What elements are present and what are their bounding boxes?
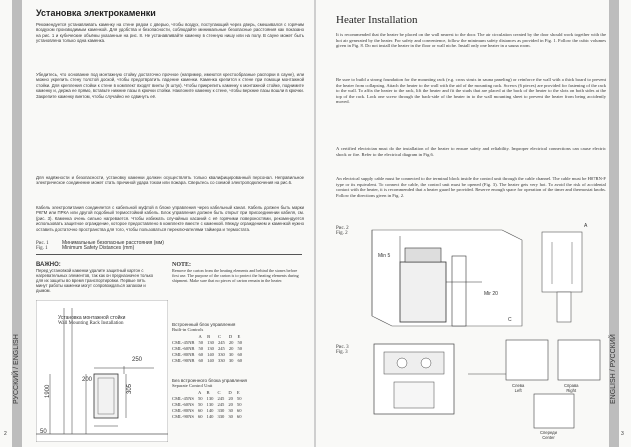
right-side-tab: ENGLISH / РУССКИЙ [609,0,619,447]
dim-height: 1900 [45,384,51,398]
left-paragraph-4: Кабель электропитания соединяется с кабельной муфтой в блоке управления через кабельный канал. Кабель должен быть марки РКГМ или ПРКА или другой подобный термостойкий кабель. Блок управления должен быть открыт при присоединении кабеля, см. (рис. 3). Каменка очень сильно нагревается. Чтобы избежать случайных касаний с её горячими поверхностями, рекомендуется использовать защитное ограждение, которое предоставлено в комплекте вместе с каменкой. Между ограждением и каменкой нужно оставить достаточно пространства для того, чтобы пользоваться переключателями таймера и термостата. [36,205,304,232]
table-row: CML-90NB 60 140 330 30 60 [172,357,243,363]
right-paragraph-3: A certified electrician must do the installation of the heater to ensure safety and reliability. Improper electrical connections can cause electric shock or fire. Refer to the electrical diagram in Fig.6. [336,146,606,157]
divider [36,254,302,255]
important-note-en: NOTE: Remove the carton from the heating elements and behind the stones before first use. The purpose of the carton is to protect the heating elements during shipment. Make sure that no pieces of carton remain in the heater. [172,262,299,283]
min-20-label: Mir 20 [484,291,498,297]
min-5-label: Min 5 [378,253,391,259]
left-page [0,0,315,447]
right-paragraph-2: Be sure to build a strong foundation for the mounting rack (e.g. cross struts in sauna paneling) or reinforce the wall with a thick board to prevent the heater from collapsing. Attach the heater to the wall with the aid of the mounting rack. Screws (6 pieces) are provided for fastening of the rack to the wall. To affix the heater to the rack, lift the heater and fit the studs that are placed at the back of the heater to the slots on both sides at the top of the rack. Lock one screw through the back-side of the heater in to the wall mounting sheet to prevent the heater from being accidently moved. [336,77,606,105]
table-header-row: A B C D E [197,389,240,395]
right-position-label: Справа Right [564,383,579,393]
table-row: CML-60NB 50 130 245 20 50 [172,345,243,351]
table-header-row: A B C D E [198,333,241,339]
dim-200: 200 [82,377,93,383]
important-note-ru: ВАЖНО: Перед установкой каменки удалите защитный картон с нагревательных элементов, так как он предназначен только для их защиты во время транспортировки. Первые пять минут работы каменки могут сопровождаться запахом и дымом. [36,262,154,293]
table-row: CML-80NS 60 140 330 30 60 [172,407,242,413]
dim-50: 50 [40,429,47,435]
letter-a: A [584,223,588,229]
right-page [316,0,631,447]
fig3-label: Рис. 3 Fig. 3 [336,345,349,355]
fig1-label: Рис. 1 Fig. 1 [36,241,49,251]
table-row: CML-60NS 50 130 245 20 50 [172,401,242,407]
table-row: CML-45NB 50 130 245 20 50 [172,339,243,345]
left-paragraph-3: Для надёжности и безопасности, установку каменки должен осуществлять только квалифицированный персонал. Неправильное электрическое соединение может стать причиной удара током или пожара. Сверьтесь со схемой электроподключения на рис.6. [36,175,304,186]
dim-305: 305 [127,383,133,394]
dim-250: 250 [132,357,143,363]
left-page-number: 2 [4,431,7,437]
left-side-tab: РУССКИЙ / ENGLISH [12,0,22,447]
letter-c: C [508,317,512,323]
center-position-label: Спереди Center [540,430,557,440]
right-page-number: 3 [621,431,624,437]
fig1-caption: Минимальные безопасные расстояния (мм) Minimum Safety Distances (mm) [62,240,164,251]
right-paragraph-4: An electrical supply cable must be connected to the terminal block inside the control unit through the cable channel. The cable must be H07RN-F type or its equivalent. To connect the cable, the control unit must be opened (Fig. 3). The heater gets very hot. To avoid the risk of accidental contact with the heater, it is recommended that a heater guard be provided. Reserve enough space for operation of the timer and thermostat knobs. Follow the directions given in Fig. 2. [336,176,606,198]
left-paragraph-1: Рекомендуется устанавливать каменку на стене рядом с дверью, чтобы воздух, поступающий через дверь, смешивался с горячим воздухом производимым каменкой. Для удобства и безопасности, соблюдайте минимальные безопасные расстояния как показано на рис. 1 и кубические объёмы указанные на рис. 8. Не устанавливайте каменку в стенную нишу или на полу. В сауне может быть установлена только одна каменка. [36,22,304,44]
table-row: CML-80NB 60 140 330 30 60 [172,351,243,357]
builtin-controls-title: Встроенный блок управления Built-in Controls [172,322,236,332]
table-row: CML-90NS 60 140 330 30 60 [172,413,242,419]
external-controls-title: Без встроенного блока управления Separate Control Unit [172,378,248,388]
right-paragraph-1: It is recommended that the heater be placed on the wall nearest to the door. The air circulation created by the door should work together with the hot air generated by the heater. For safety and convenience, follow the minimum safety distances as provided in Fig. 1. Follow the cubic volumes given in Fig. 8. Do not install the heater in the floor or wall niche. Install only one heater in a sauna room. [336,32,606,49]
left-position-label: Слева Left [512,383,525,393]
external-controls-table [170,389,244,419]
safety-distance-figure [352,222,602,332]
left-page-title: Установка электрокаменки [36,8,156,18]
stand-caption: Установка монтажной стойки Wall Mounting Rack Installation [58,315,126,326]
builtin-controls-table [170,333,244,363]
left-paragraph-2: Убедитесь, что основание под монтажную стойку достаточно прочное (например, имеются крестообразные распорки в сауне), или можно укрепить стену толстой доской, чтобы предотвратить падение каменки. Каменка крепится к стене при помощи монтажной стойки. Для крепления стойки к стене в комплект входят винты (6 штук). Чтобы прикрепить каменку к монтажной стойке, поднимите каменку и, держа ее прямо, вставьте нижние пазы в крючки стойки. Наклоните каменку к стене, чтобы верхние пазы вошли в крючки. Закрепите каменку винтом, чтобы случайно не сдвинуть её. [36,72,304,99]
fig2-label: Рис. 2 Fig. 2 [336,226,349,236]
right-page-title: Heater Installation [336,14,418,26]
table-row: CML-45NS 50 130 245 20 50 [172,395,242,401]
